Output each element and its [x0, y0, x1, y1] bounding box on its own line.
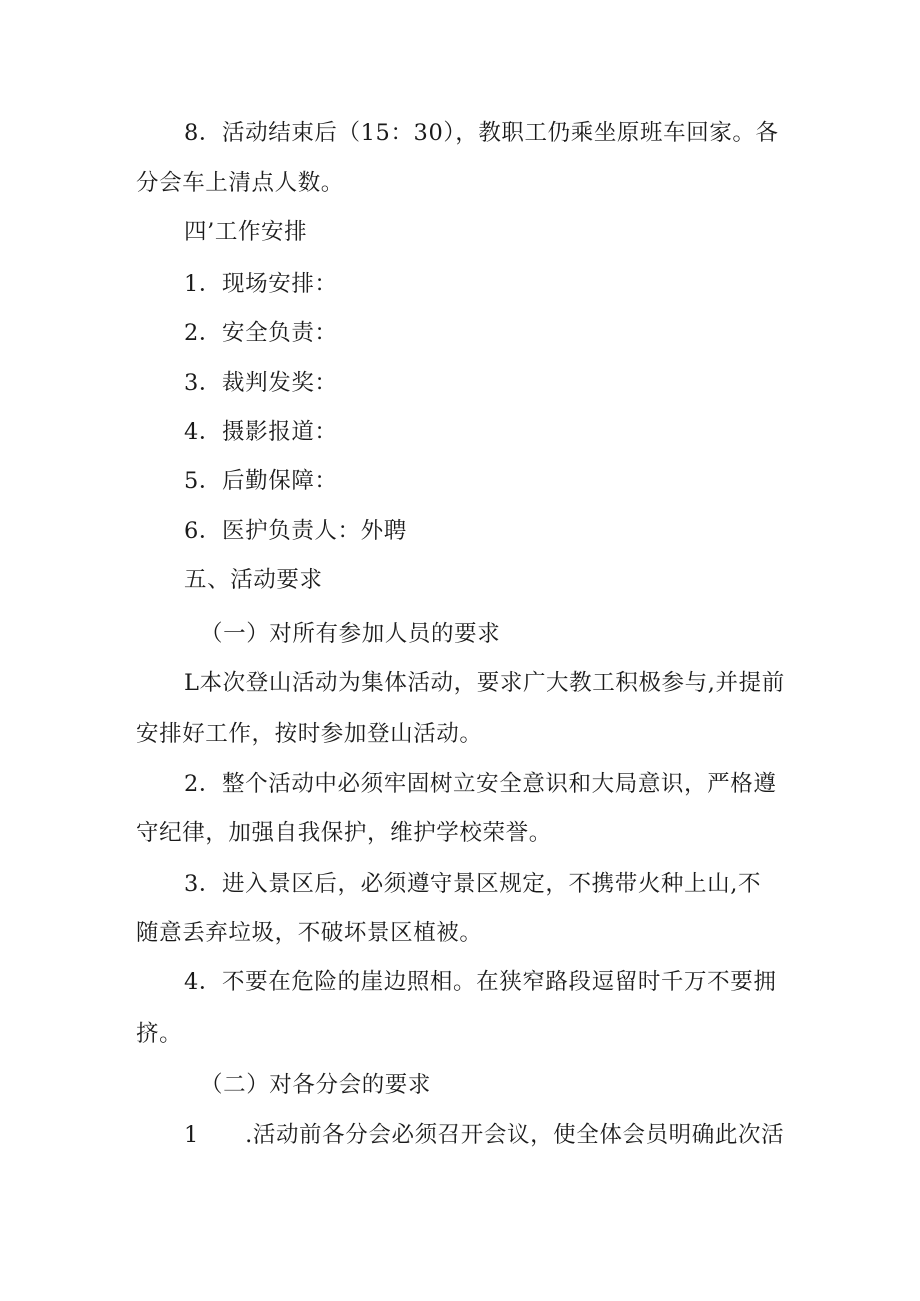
item-8-line-1: 8．活动结束后（15：30），教职工仍乘坐原班车回家。各	[184, 120, 779, 146]
req-2-line-1: 2．整个活动中必须牢固树立安全意识和大局意识，严格遵	[184, 771, 777, 797]
req-1-line-2: 安排好工作，按时参加登山活动。	[136, 721, 483, 747]
req-3-line-1: 3．进入景区后，必须遵守景区规定，不携带火种上山,不	[184, 871, 762, 897]
req-2-line-2: 守纪律，加强自我保护，维护学校荣誉。	[136, 820, 552, 846]
req-3-line-2: 随意丢弃垃圾，不破坏景区植被。	[136, 920, 483, 946]
branch-req-1-line-1: 1 .活动前各分会必须召开会议，使全体会员明确此次活	[184, 1122, 785, 1148]
section-5-heading: 五、活动要求	[184, 567, 323, 593]
work-item-3: 3．裁判发奖：	[184, 370, 338, 396]
section-4-heading: 四’工作安排	[184, 219, 308, 245]
work-item-1: 1．现场安排：	[184, 271, 338, 297]
work-item-2: 2．安全负责：	[184, 320, 338, 346]
req-4-line-1: 4．不要在危险的崖边照相。在狭窄路段逗留时千万不要拥	[184, 969, 777, 995]
work-item-4: 4．摄影报道：	[184, 419, 338, 445]
work-item-5: 5．后勤保障：	[184, 468, 338, 494]
item-8-line-2: 分会车上清点人数。	[136, 170, 344, 196]
subsection-2-heading: （二）对各分会的要求	[200, 1072, 432, 1098]
req-1-line-1: L本次登山活动为集体活动，要求广大教工积极参与,并提前	[184, 670, 785, 696]
subsection-1-heading: （一）对所有参加人员的要求	[200, 621, 501, 647]
work-item-6: 6．医护负责人：外聘	[184, 518, 407, 544]
req-4-line-2: 挤。	[136, 1021, 183, 1047]
